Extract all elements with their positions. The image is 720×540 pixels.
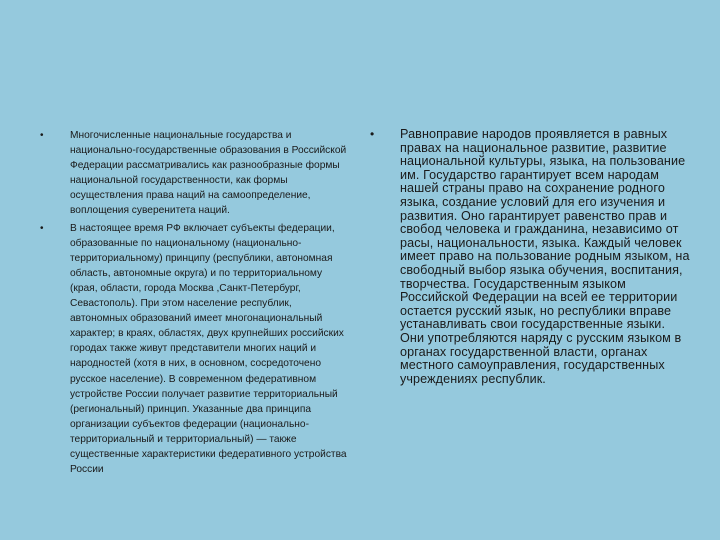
right-column [370,128,690,386]
left-bullet-item-1 [40,128,350,219]
bullet-marker: • [370,127,375,141]
left-paragraph-2: В настоящее время РФ включает субъекты федерации, образованные по национальному (национально-территориальному) принципу (республики, автономная область, автономные округа) и по территориальному (края, области, города Москва ,Санкт-Петербург, Севастополь). При этом население республик, автономных образований имеет многонациональный характер; в краях, областях, двух крупнейших российских городах также живут представители многих наций и народностей (хотя в них, в основном, сосредоточено русское население). В современном федеративном устройстве России получает развитие территориальный (региональный) принцип. Указанные два принципа организации субъектов федерации (национально-территориальный и территориальный) — также существенные характеристики федеративного устройства России [70,222,347,476]
left-paragraph-1: Многочисленные национальные государства и национально-государственные образования в Российской Федерации рассматривались как разнообразные формы национальной государственности, как формы осуществления права наций на самоопределение, воплощения суверенитета наций. [70,130,347,217]
bullet-marker: • [40,222,44,234]
left-column [40,128,350,477]
left-bullet-item-2 [40,221,350,478]
right-paragraph-1: Равноправие народов проявляется в равных правах на национальное развитие, развитие национальной культуры, языка, на пользование им. Государство гарантирует всем народам нашей страны право на сохранение родного языка, создание условий для его изучения и развития. Оно гарантирует равенство прав и свобод человека и гражданина, независимо от расы, национальности, языка. Каждый человек имеет право на пользование родным языком, на свободный выбор языка обучения, воспитания, творчества. Государственным языком Российской Федерации на всей ее территории остается русский язык, но республики вправе устанавливать свои государственные языки. Они употребляются наряду с русским языком в органах государственной власти, органах местного самоуправления, государственных учреждениях республик. [400,127,690,386]
right-bullet-item-1 [370,128,690,386]
bullet-marker: • [40,130,44,141]
